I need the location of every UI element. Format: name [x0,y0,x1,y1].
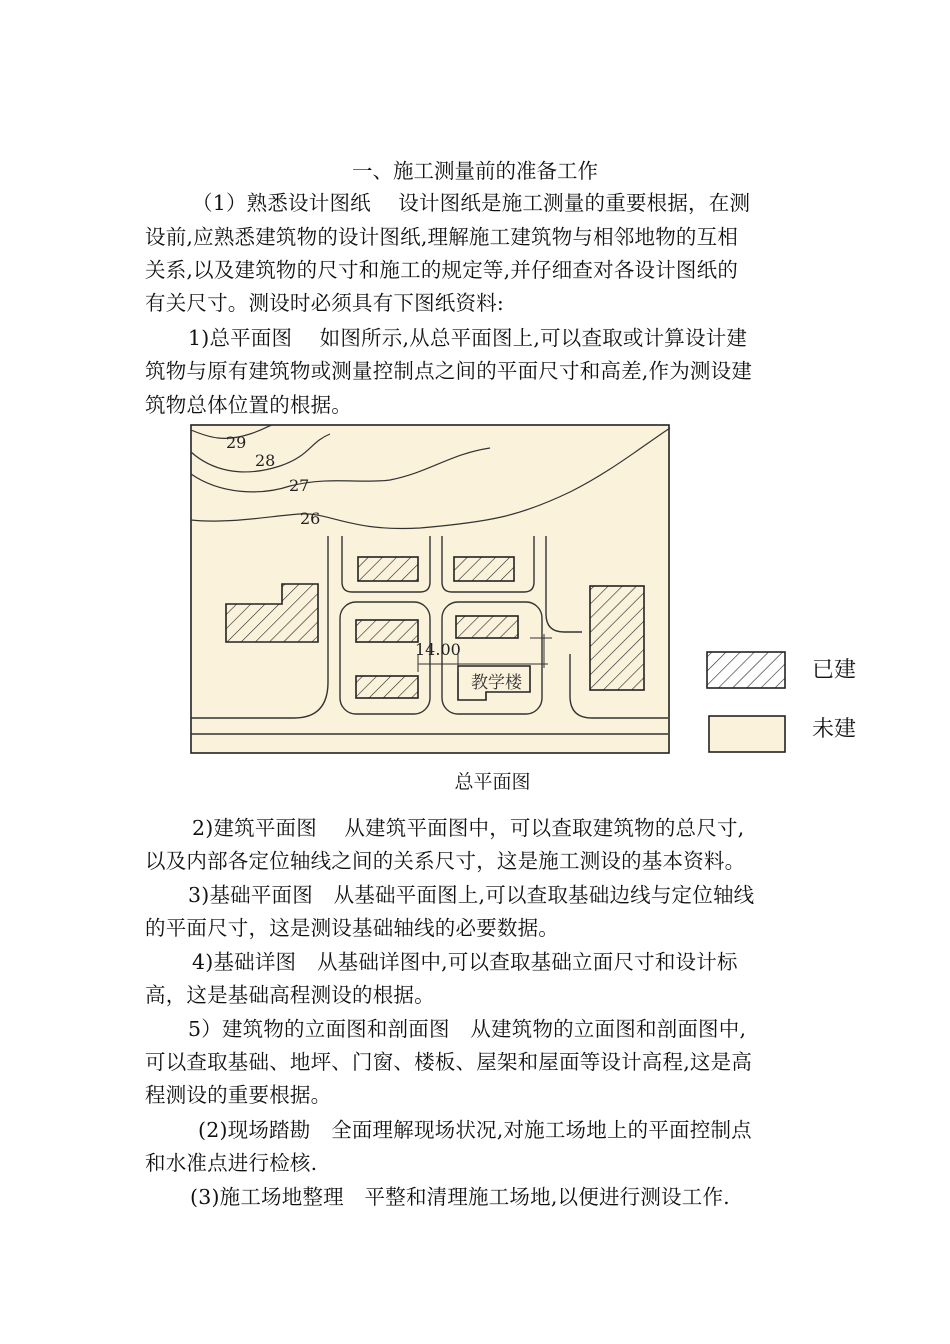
paragraph-line: （1）熟悉设计图纸 设计图纸是施工测量的重要根据，在测 [192,191,751,215]
paragraph-line: 筑物与原有建筑物或测量控制点之间的平面尺寸和高差,作为测设建 [145,359,753,383]
paragraph-line: 4)基础详图 从基础详图中,可以查取基础立面尺寸和设计标 [192,950,738,974]
building-existing [356,676,418,698]
paragraph-line: 高，这是基础高程测设的根据。 [145,983,435,1007]
building-label: 教学楼 [471,673,522,693]
paragraph-line: 2)建筑平面图 从建筑平面图中，可以查取建筑物的总尺寸, [192,816,745,840]
contour-label-28: 28 [255,451,276,470]
paragraph-line: 1)总平面图 如图所示,从总平面图上,可以查取或计算设计建 [188,326,748,350]
paragraph-line: 筑物总体位置的根据。 [145,393,352,417]
paragraph-line: 有关尺寸。测设时必须具有下图纸资料: [145,291,505,315]
paragraph-line: (2)现场踏勘 全面理解现场状况,对施工场地上的平面控制点 [198,1118,752,1142]
building-existing [456,616,518,638]
legend-unbuilt-swatch [709,716,785,752]
site-plan-figure [190,424,870,754]
paragraph-line: 和水准点进行检核. [145,1151,318,1175]
figure-caption: 总平面图 [454,771,531,793]
paragraph-line: 5）建筑物的立面图和剖面图 从建筑物的立面图和剖面图中, [188,1017,747,1041]
section-title: 一、施工测量前的准备工作 [352,159,598,183]
paragraph-line: 的平面尺寸，这是测设基础轴线的必要数据。 [145,916,559,940]
contour-label-29: 29 [226,433,247,452]
legend-built-label: 已建 [812,658,857,683]
paragraph-line: 设前,应熟悉建筑物的设计图纸,理解施工建筑物与相邻地物的互相 [145,225,739,249]
building-existing [454,557,514,581]
contour-label-26: 26 [300,509,321,528]
paragraph-line: (3)施工场地整理 平整和清理施工场地,以便进行测设工作. [190,1185,730,1209]
paragraph-line: 以及内部各定位轴线之间的关系尺寸，这是施工测设的基本资料。 [145,849,746,873]
paragraph-line: 可以查取基础、地坪、门窗、楼板、屋架和屋面等设计高程,这是高 [145,1050,753,1074]
contour-label-27: 27 [289,476,310,495]
paragraph-line: 3)基础平面图 从基础平面图上,可以查取基础边线与定位轴线 [188,883,755,907]
building-existing [590,586,644,690]
building-existing [356,620,418,642]
paragraph-line: 程测设的重要根据。 [145,1083,332,1107]
legend-built-swatch [707,652,785,688]
paragraph-line: 关系,以及建筑物的尺寸和施工的规定等,并仔细查对各设计图纸的 [145,258,739,282]
building-existing [358,557,418,581]
legend-unbuilt-label: 未建 [812,717,857,742]
dimension-label: 14.00 [415,640,461,659]
